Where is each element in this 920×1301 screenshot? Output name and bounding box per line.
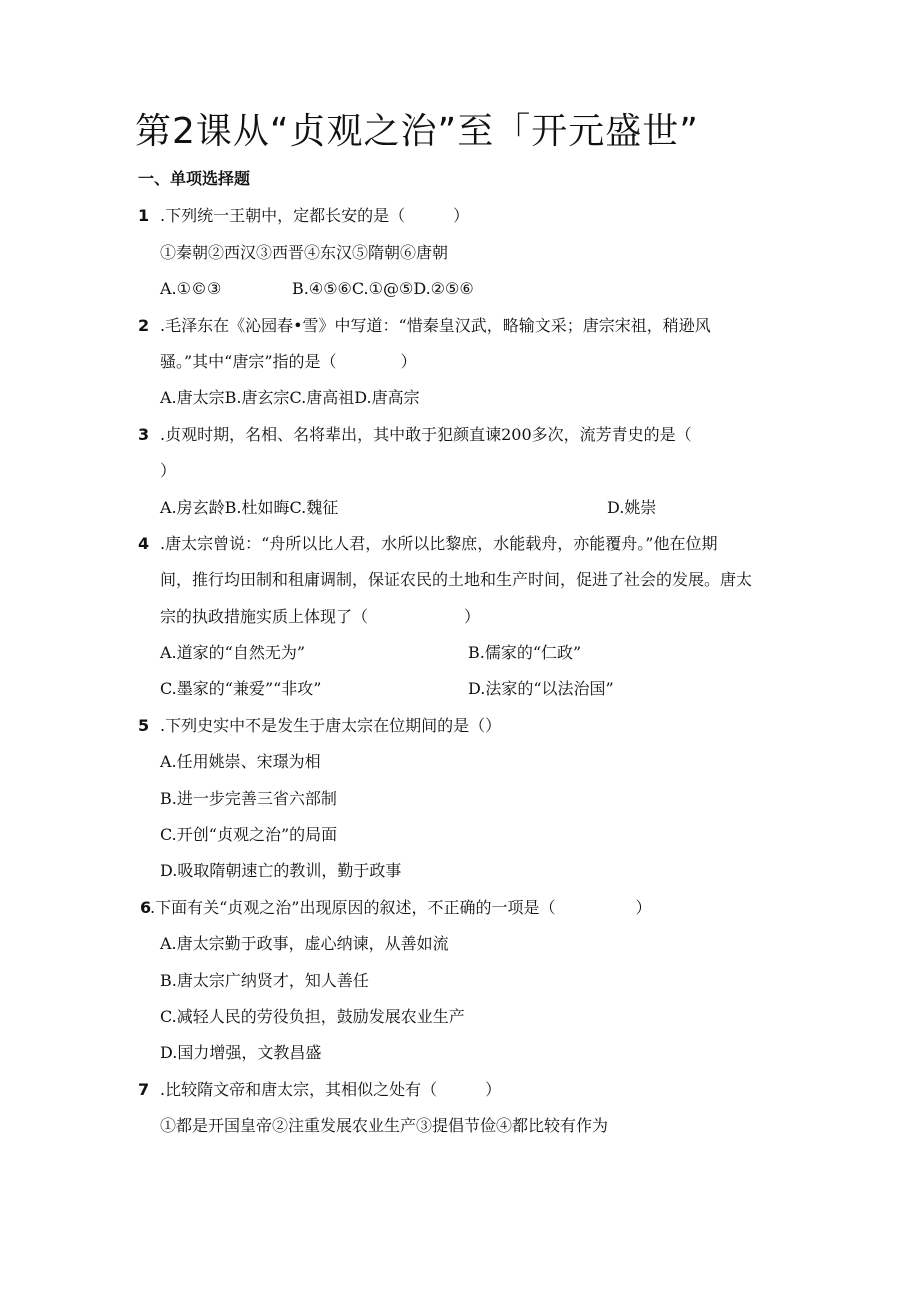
- question-number: 4: [138, 534, 150, 553]
- option: A.唐太宗B.唐玄宗C.唐高祖D.唐高宗: [160, 388, 420, 407]
- question-text: 骚。”其中“唐宗”指的是（ ）: [160, 352, 417, 371]
- option: A.道家的“自然无为”: [160, 643, 306, 662]
- question-number: 7: [138, 1080, 150, 1099]
- question-text: 宗的执政措施实质上体现了（ ）: [160, 607, 481, 626]
- option: B.进一步完善三省六部制: [160, 789, 337, 808]
- option: A.唐太宗勤于政事，虚心纳谏，从善如流: [160, 934, 449, 953]
- option: B.唐太宗广纳贤才，知人善任: [160, 971, 369, 990]
- section-heading: 一、单项选择题: [138, 169, 251, 188]
- option: C.墨家的“兼爱”“非攻”: [160, 679, 322, 698]
- question-text: .下列史实中不是发生于唐太宗在位期间的是（）: [160, 716, 502, 735]
- question-number: 3: [138, 425, 150, 444]
- page-title: 第2课从“贞观之治”至「开元盛世”: [135, 111, 699, 152]
- option: A.①©③: [160, 279, 222, 298]
- option: A.房玄龄B.杜如晦C.魏征: [160, 498, 339, 517]
- option: C.开创“贞观之治”的局面: [160, 825, 338, 844]
- question-text: .贞观时期，名相、名将辈出，其中敢于犯颜直谏200多次，流芳青史的是（: [160, 425, 692, 444]
- question-sub-list: ①都是开国皇帝②注重发展农业生产③提倡节俭④都比较有作为: [160, 1116, 609, 1135]
- option: A.任用姚崇、宋璟为相: [160, 752, 321, 771]
- question-number: 5: [138, 716, 150, 735]
- option: B.儒家的“仁政”: [468, 643, 582, 662]
- question-text: .下列统一王朝中，定都长安的是（ ）: [160, 206, 470, 225]
- option: D.法家的“以法治国”: [468, 679, 614, 698]
- question-text: .毛泽东在《沁园春•雪》中写道：“惜秦皇汉武，略输文采；唐宗宋祖，稍逊风: [160, 316, 711, 335]
- question-text: ）: [160, 461, 177, 480]
- question-number: 6: [140, 898, 152, 917]
- option: D.国力增强，文教昌盛: [160, 1043, 322, 1062]
- question-text: .唐太宗曾说：“舟所以比人君，水所以比黎庶，水能载舟，亦能覆舟。”他在位期: [160, 534, 718, 553]
- option: B.④⑤⑥C.①@⑤D.②⑤⑥: [292, 279, 474, 298]
- question-number: 1: [138, 206, 150, 225]
- question-text: 间，推行均田制和租庸调制，保证农民的土地和生产时间，促进了社会的发展。唐太: [160, 570, 753, 589]
- question-sub-list: ①秦朝②西汉③西晋④东汉⑤隋朝⑥唐朝: [160, 243, 449, 262]
- question-number: 2: [138, 316, 150, 335]
- question-text: .比较隋文帝和唐太宗，其相似之处有（ ）: [160, 1080, 502, 1099]
- option: C.减轻人民的劳役负担，鼓励发展农业生产: [160, 1007, 465, 1026]
- option: D.姚崇: [607, 498, 657, 517]
- option: D.吸取隋朝速亡的教训，勤于政事: [160, 861, 402, 880]
- question-text: .下面有关“贞观之治”出现原因的叙述，不正确的一项是（ ）: [150, 898, 652, 917]
